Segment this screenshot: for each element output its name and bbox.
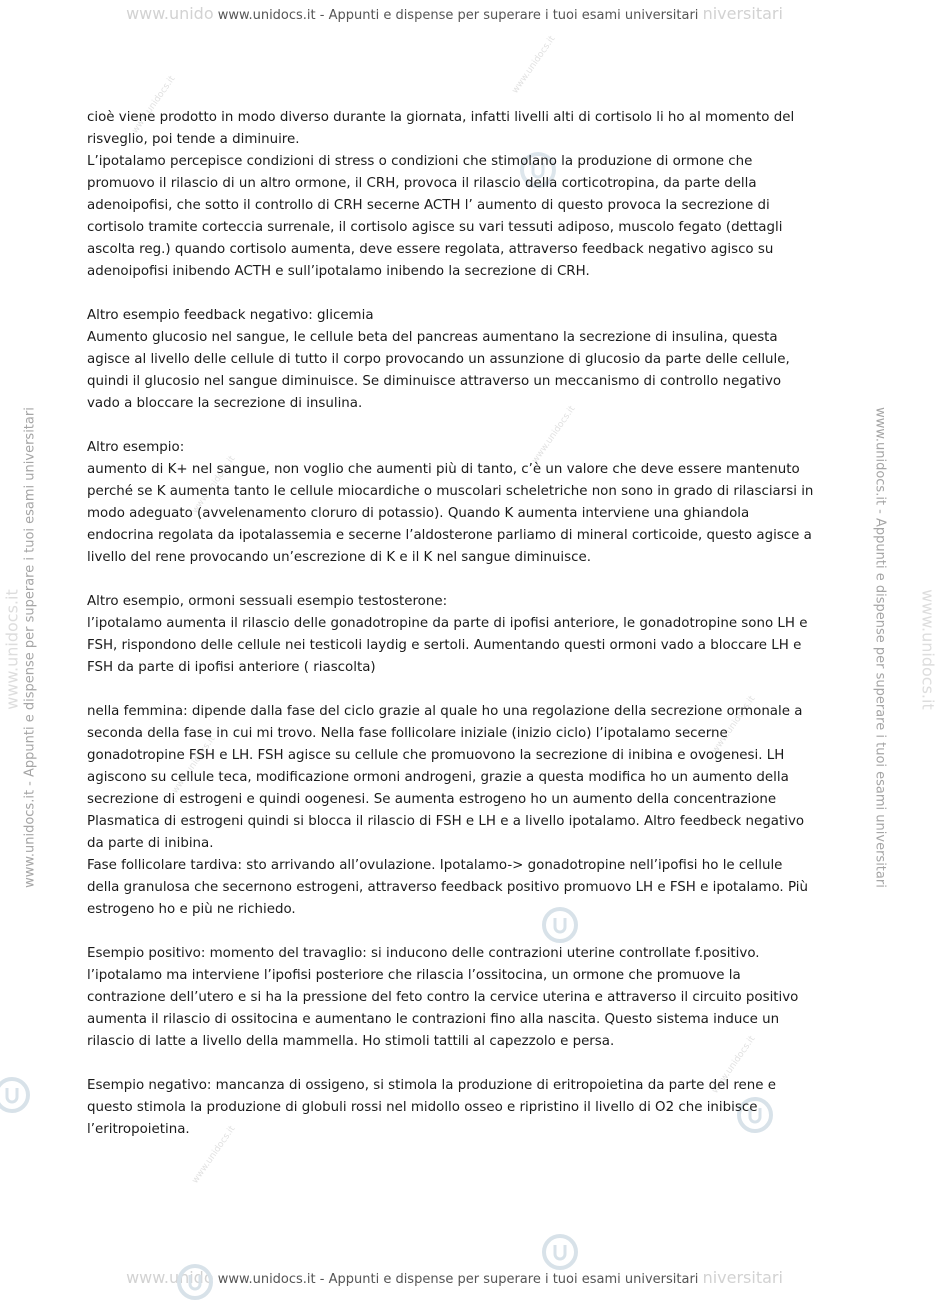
text-line: della granulosa che secernono estrogeni, attraverso feedback positivo promuovo LH e FSH e ipotalamo. Più: [87, 880, 808, 895]
header-watermark: [0, 4, 909, 23]
right-side-watermark: www.unidocs.it - Appunti e dispense per superare i tuoi esami universitari: [872, 407, 888, 888]
text-line: ascolta reg.) quando cortisolo aumenta, deve essere regolata, attraverso feedback negativo agisco su: [87, 242, 774, 257]
diagonal-watermark: www.unidocs.it: [530, 404, 578, 466]
text-line: contrazione dell’utero e si ha la pressione del feto contro la cervice uterina e attraverso il circuito positivo: [87, 990, 799, 1005]
document-body: [87, 107, 827, 1141]
text-line: Fase follicolare tardiva: sto arrivando all’ovulazione. Ipotalamo-> gonadotropine nell’ipofisi ho le cellule: [87, 858, 783, 873]
right-side-faint-watermark: www.unidocs.it: [918, 589, 938, 710]
text-line: perché se K aumenta tanto le cellule miocardiche o muscolari scheletriche non sono in grado di rilasciarsi in: [87, 484, 814, 499]
text-line: estrogeno ho e più ne richiedo.: [87, 902, 296, 917]
unidocs-logo-icon: [0, 1075, 32, 1115]
text-line: rilascio di latte a livello della mammella. Ho stimoli tattili al capezzolo e persa.: [87, 1034, 615, 1049]
text-line: Altro esempio feedback negativo: glicemia: [87, 308, 374, 323]
text-line: seconda della fase in cui mi trovo. Nella fase follicolare iniziale (inizio ciclo) l’ipotalamo secerne: [87, 726, 728, 741]
left-side-faint-watermark: www.unidocs.it: [2, 589, 22, 710]
text-line: L’ipotalamo percepisce condizioni di stress o condizioni che stimolano la produzione di ormone che: [87, 154, 753, 169]
blank-line: [87, 679, 827, 701]
text-line: Altro esempio, ormoni sessuali esempio testosterone:: [87, 594, 448, 609]
text-line: Esempio positivo: momento del travaglio: si inducono delle contrazioni uterine controllate f.positivo.: [87, 946, 760, 961]
left-side-watermark: www.unidocs.it - Appunti e dispense per superare i tuoi esami universitari: [22, 407, 38, 888]
text-line: aumento di K+ nel sangue, non voglio che aumenti più di tanto, c’è un valore che deve essere mantenuto: [87, 462, 800, 477]
text-line: l’eritropoietina.: [87, 1122, 190, 1137]
footer-watermark: [0, 1268, 909, 1287]
text-line: secrezione di estrogeni e quindi oogenesi. Se aumenta estrogeno ho un aumento della concentrazione: [87, 792, 777, 807]
header-faded-left: www.unido: [126, 4, 214, 23]
footer-watermark-text: www.unidocs.it - Appunti e dispense per superare i tuoi esami universitari: [217, 1272, 699, 1287]
text-line: promuovo il rilascio di un altro ormone, il CRH, provoca il rilascio della corticotropina, da parte della: [87, 176, 757, 191]
diagonal-watermark: www.unidocs.it: [130, 74, 178, 136]
text-line: FSH, rispondono delle cellule nei testicoli laydig e sertoli. Aumentando questi ormoni vado a bloccare LH e: [87, 638, 802, 653]
text-line: nella femmina: dipende dalla fase del ciclo grazie al quale ho una regolazione della secrezione ormonale a: [87, 704, 803, 719]
diagonal-watermark: www.unidocs.it: [510, 34, 558, 96]
text-line: da parte di inibina.: [87, 836, 214, 851]
diagonal-watermark: www.unidocs.it: [170, 734, 218, 796]
text-line: quindi il glucosio nel sangue diminuisce. Se diminuisce attraverso un meccanismo di controllo negativo: [87, 374, 782, 389]
text-line: agiscono su cellule teca, modificazione ormoni androgeni, grazie a questa modifica ho un aumento della: [87, 770, 789, 785]
text-line: Aumento glucosio nel sangue, le cellule beta del pancreas aumentano la secrezione di insulina, questa: [87, 330, 778, 345]
diagonal-watermark: www.unidocs.it: [190, 1124, 238, 1186]
header-faded-right: niversitari: [702, 4, 783, 23]
text-line: cioè viene prodotto in modo diverso durante la giornata, infatti livelli alti di cortisolo li ho al momento del: [87, 110, 795, 125]
unidocs-logo-icon: [175, 1262, 215, 1302]
text-line: l’ipotalamo ma interviene l’ipofisi posteriore che rilascia l’ossitocina, un ormone che promuove la: [87, 968, 741, 983]
text-line: cortisolo tramite corteccia surrenale, il cortisolo agisce su vari tessuti adiposo, muscolo fegato (dettagli: [87, 220, 783, 235]
diagonal-watermark: www.unidocs.it: [190, 454, 238, 516]
text-line: adenoipofisi, che sotto il controllo di CRH secerne ACTH l’ aumento di questo provoca la secrezione di: [87, 198, 770, 213]
text-line: gonadotropine FSH e LH. FSH agisce su cellule che promuovono la secrezione di inibina e ovogenesi. LH: [87, 748, 785, 763]
text-line: FSH da parte di ipofisi anteriore ( riascolta): [87, 660, 376, 675]
blank-line: [87, 569, 827, 591]
text-line: Altro esempio:: [87, 440, 185, 455]
text-line: agisce al livello delle cellule di tutto il corpo provocando un assunzione di glucosio da parte delle cellule,: [87, 352, 790, 367]
footer-faded-right: niversitari: [702, 1268, 783, 1287]
blank-line: [87, 921, 827, 943]
text-line: livello del rene provocando un’escrezione di K e il K nel sangue diminuisce.: [87, 550, 591, 565]
blank-line: [87, 283, 827, 305]
text-line: questo stimola la produzione di globuli rossi nel midollo osseo e ripristino il livello di O2 che inibisce: [87, 1100, 758, 1115]
text-line: l’ipotalamo aumenta il rilascio delle gonadotropine da parte di ipofisi anteriore, le gonadotropine sono LH e: [87, 616, 808, 631]
text-line: aumenta il rilascio di ossitocina e aumentano le contrazioni fino alla nascita. Questo sistema induce un: [87, 1012, 780, 1027]
text-line: Esempio negativo: mancanza di ossigeno, si stimola la produzione di eritropoietina da parte del rene e: [87, 1078, 777, 1093]
diagonal-watermark: www.unidocs.it: [710, 694, 758, 756]
blank-line: [87, 415, 827, 437]
text-line: adenoipofisi inibendo ACTH e sull’ipotalamo inibendo la secrezione di CRH.: [87, 264, 590, 279]
text-line: modo adeguato (avvelenamento cloruro di potassio). Quando K aumenta interviene una ghiandola: [87, 506, 750, 521]
footer-faded-left: www.unido: [126, 1268, 214, 1287]
header-watermark-text: www.unidocs.it - Appunti e dispense per superare i tuoi esami universitari: [217, 8, 699, 23]
text-line: endocrina regolata da ipotalassemia e secerne l’aldosterone parliamo di mineral corticoide, questo agisce a: [87, 528, 812, 543]
text-line: vado a bloccare la secrezione di insulina.: [87, 396, 363, 411]
text-line: risveglio, poi tende a diminuire.: [87, 132, 300, 147]
text-line: Plasmatica di estrogeni quindi si blocca il rilascio di FSH e LH e a livello ipotalamo. Altro feedbeck negativo: [87, 814, 805, 829]
diagonal-watermark: www.unidocs.it: [710, 1034, 758, 1096]
blank-line: [87, 1053, 827, 1075]
unidocs-logo-icon: [540, 1232, 580, 1272]
